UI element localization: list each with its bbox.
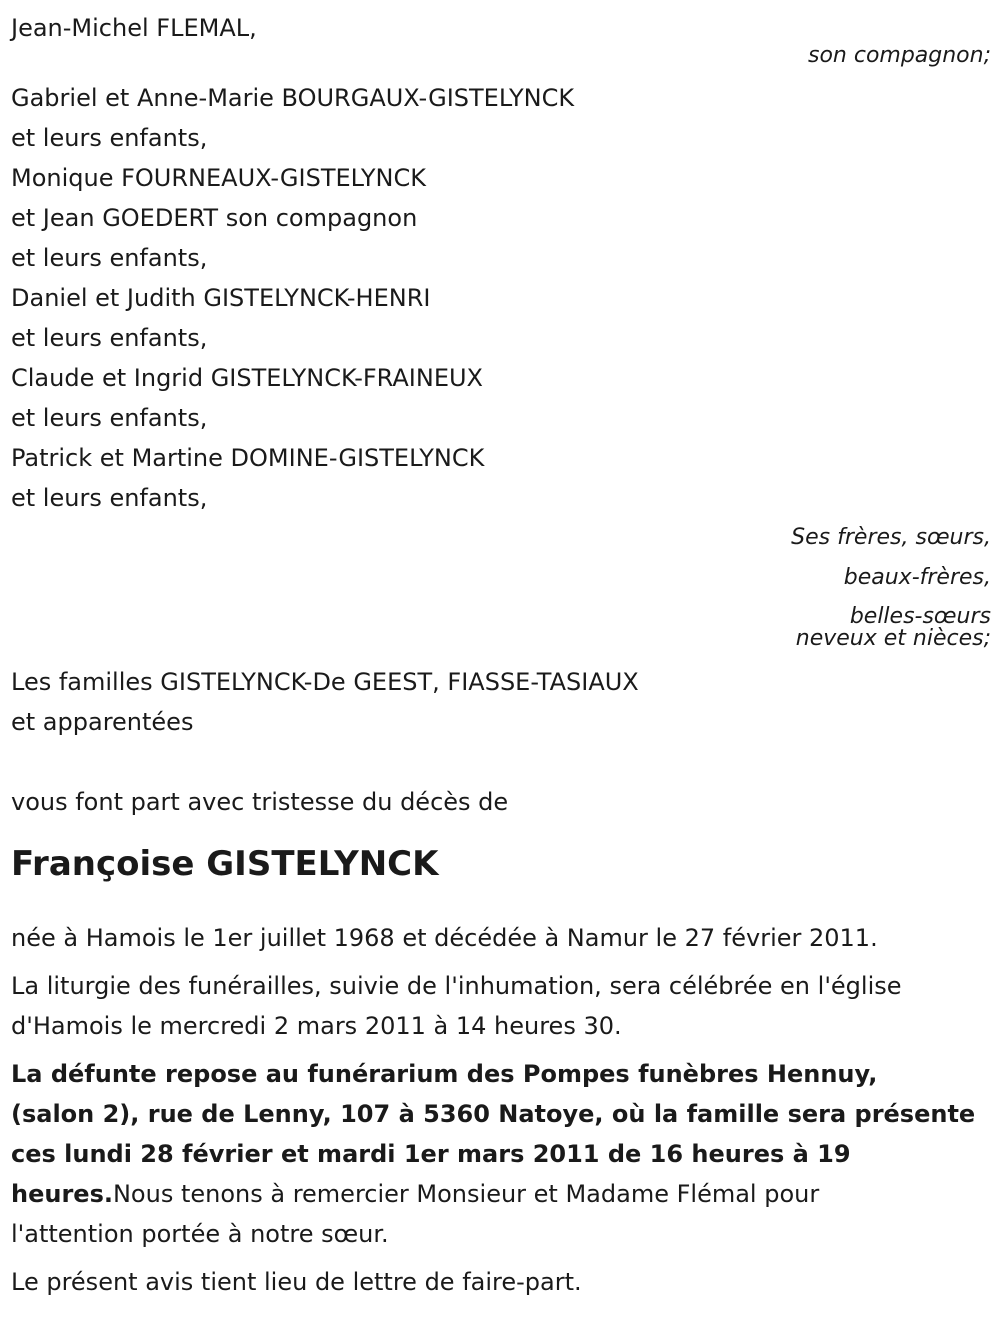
deceased-name: Françoise GISTELYNCK — [11, 844, 439, 884]
family-line: et leurs enfants, — [11, 404, 208, 432]
family-line: et leurs enfants, — [11, 244, 208, 272]
funeral-line: La liturgie des funérailles, suivie de l'inhumation, sera célébrée en l'église — [11, 972, 902, 1000]
family-line: et leurs enfants, — [11, 484, 208, 512]
visitation-line: heures. — [11, 1180, 113, 1208]
family-line: Patrick et Martine DOMINE-GISTELYNCK — [11, 444, 485, 472]
companion-name: Jean-Michel FLEMAL, — [11, 14, 257, 42]
visitation-info — [11, 1054, 986, 1254]
family-line: Gabriel et Anne-Marie BOURGAUX-GISTELYNCK — [11, 84, 575, 112]
family-line: Daniel et Judith GISTELYNCK-HENRI — [11, 284, 431, 312]
family-line: Claude et Ingrid GISTELYNCK-FRAINEUX — [11, 364, 483, 392]
siblings-role-line: neveux et nièces; — [795, 626, 991, 651]
family-line: Monique FOURNEAUX-GISTELYNCK — [11, 164, 426, 192]
birth-death-info: née à Hamois le 1er juillet 1968 et décédée à Namur le 27 février 2011. — [11, 924, 878, 952]
family-line: et leurs enfants, — [11, 324, 208, 352]
companion-role: son compagnon; — [807, 43, 991, 68]
thanks-line: l'attention portée à notre sœur. — [11, 1220, 389, 1248]
visitation-line: (salon 2), rue de Lenny, 107 à 5360 Natoye, où la famille sera présente — [11, 1100, 976, 1128]
families-line: Les familles GISTELYNCK-De GEEST, FIASSE-TASIAUX — [11, 668, 639, 696]
siblings-role-line: Ses frères, sœurs, — [791, 525, 991, 550]
siblings-role-line: beaux-frères, — [843, 565, 991, 590]
announcement-text: vous font part avec tristesse du décès de — [11, 788, 509, 816]
families-line: et apparentées — [11, 708, 194, 736]
funeral-line: d'Hamois le mercredi 2 mars 2011 à 14 heures 30. — [11, 1012, 622, 1040]
thanks-line: Nous tenons à remercier Monsieur et Madame Flémal pour — [112, 1180, 820, 1208]
visitation-line: La défunte repose au funérarium des Pompes funèbres Hennuy, — [11, 1060, 878, 1088]
family-list — [11, 78, 991, 518]
obituary-notice — [11, 8, 991, 1310]
family-line: et Jean GOEDERT son compagnon — [11, 204, 418, 232]
visitation-line: ces lundi 28 février et mardi 1er mars 2011 de 16 heures à 19 — [11, 1140, 851, 1168]
siblings-role-line: belles-sœurs — [849, 604, 991, 629]
family-line: et leurs enfants, — [11, 124, 208, 152]
families-block — [11, 662, 991, 742]
siblings-role — [11, 518, 991, 650]
funeral-info — [11, 966, 986, 1046]
closing-text: Le présent avis tient lieu de lettre de faire-part. — [11, 1268, 582, 1296]
